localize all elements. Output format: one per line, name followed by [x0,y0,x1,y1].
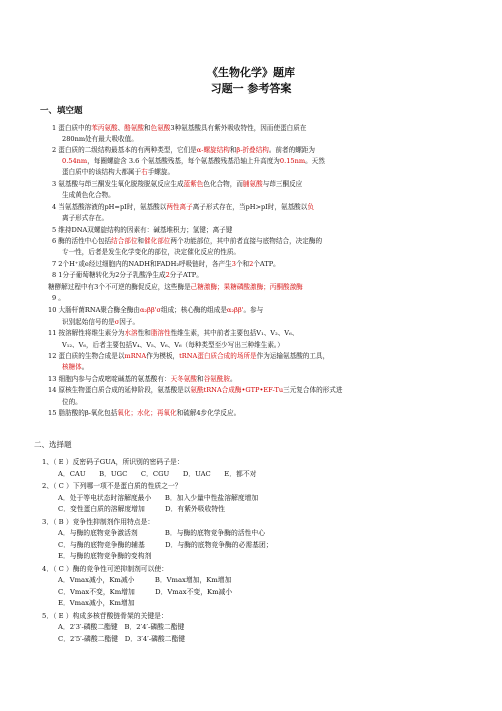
fill-line [52,180,302,188]
choice-options: C．Vmax不变，Km增加 D．Vmax不变，Km减小 [58,587,233,596]
question-text: 分子ATP。 [169,271,203,279]
fill-line [62,341,284,349]
question-text: 氨基酸与茚三酮发生氧化脱羧脱氨反应生成 [58,180,184,188]
choice-options: A．Vmax减小，Km减小 B．Vmax增加，Km增加 [58,576,232,584]
question-text: 识别起始信号的是 [62,318,115,326]
question-text: ，每圈螺旋含 3.6 个氨基酸残基，每个氨基酸残基沿轴上升高度为 [87,157,280,165]
question-text: 作为模板， [146,352,180,360]
answer-text: α₂ββ'σ [139,306,161,314]
fill-line [48,283,303,291]
question-text: 按溶解性将维生素分为 [58,329,125,337]
question-text: 维持DNA双螺旋结构的因素有：碱基堆积力；氢键；离子键 [58,226,233,234]
question-text: 三元复合体的形式进 [283,386,343,394]
fill-line [52,294,65,302]
fill-line [52,260,280,268]
question-text: V₁₂、V₆，后者主要包括V₄、V₅、V₆、V₆（每种类型至少写出三种维生素。） [62,341,284,349]
question-number: 4 [52,203,59,211]
answer-text: 氨酰tRNA合成酶•GTP•EF-Tu [190,386,284,394]
fill-line [52,271,203,279]
question-number: 13 [48,375,59,383]
answer-text: 脯氨酸 [242,180,263,188]
answer-text: 水溶 [124,329,138,337]
question-text: 离子形式存在，当pH>pI时，氨基酸以 [192,203,308,211]
question-number: 12 [48,352,59,360]
fill-line [62,363,88,371]
section-choice-heading: 二、选择题 [34,440,72,449]
question-text: 3种氨基酸具有紫外吸收特性，因而使蛋白质在 [170,124,307,132]
choice-options: C．变性蛋白质的溶解度增加 D．有紫外吸收特性 [58,505,225,513]
question-text: 、 [117,124,125,132]
section-fill-heading: 一、填空题 [40,106,83,116]
question-number: 14 [48,386,59,394]
question-text: 组成；核心酶的组成是 [160,306,227,314]
question-text: 和 [229,146,237,154]
question-text: 两个功能部位，其中前者直接与底物结合，决定酶的 [170,237,323,245]
choice-question: 3．（ B ）竞争性抑制剂作用特点是： [42,517,155,526]
answer-text: α₂ββ' [226,306,244,314]
question-text: 生成黄色化合物。 [62,191,115,199]
question-number: 9 [52,294,59,302]
fill-line [52,203,314,211]
question-text: 。 [58,294,65,302]
question-number: 8 [52,271,59,279]
choice-options: A．与酶的底物竞争激活剂 B．与酶的底物竞争酶的活性中心 [58,529,266,537]
question-text: 位的。 [62,398,82,406]
question-number: 15 [48,409,59,417]
choice-options: E．Vmax减小，Km增加 [58,599,135,607]
answer-text: 蓝紫色 [183,180,204,188]
choice-options: A．处于等电状态时溶解度最小 B．加入少量中性盐溶解度增加 [58,493,259,502]
fill-line [48,375,237,383]
choice-options: E．与酶的底物竞争酶的变构剂 [58,552,152,560]
answer-text: 脂溶性 [150,329,171,337]
question-text: 2个H⁺或e经过细胞内的NADH和FADH₂呼吸链时，各产生 [58,260,232,268]
fill-line [62,157,325,165]
question-text: 。参与 [243,306,264,314]
answer-text: 己糖激酶；果糖磷酸激酶；丙酮酸激酶 [190,283,303,291]
fill-line [48,306,263,314]
choice-options: C．与酶的底物竞争酶的辅基 D．与酶的底物竞争酶的必需基团； [58,540,273,549]
fill-line [52,237,322,245]
answer-text: 核糖体 [62,363,82,371]
answer-text: tRNA [179,352,198,360]
question-text: 离子形式存在。 [62,214,109,222]
fill-line [48,352,329,360]
question-text: 蛋白质的生物合成是以 [58,352,125,360]
fill-line [62,168,174,176]
question-text: 性维生素，其中前者主要包括V₁、V₂、V₆、 [170,329,299,337]
question-text: 蛋白质的二级结构最基本的有两种类型，它们是 [58,146,197,154]
question-text: 蛋白质中的该结构大都属于 [62,168,142,176]
answer-text: 右 [141,168,148,176]
question-text: 个ATP。 [253,260,280,268]
choice-options: A．CAU B．UGC C．CGU D．UAC E．都不对 [58,469,257,478]
answer-text: 两性离子 [166,203,193,211]
question-text: 大肠杆菌RNA聚合酶全酶由 [58,306,140,314]
question-number: 7 [52,260,59,268]
question-text: 个和 [235,260,250,268]
choice-options: A．2′3′-磷酸二酯键 B．2′4′-磷酸二酯键 [58,623,185,631]
question-number: 11 [48,329,59,337]
answer-text: 苯丙氨酸 [91,124,118,132]
question-text: 原核生物蛋白质合成的延伸阶段，氨基酸是以 [58,386,191,394]
question-text: 蛋白质中的 [58,124,92,132]
fill-line [62,191,115,199]
answer-text: σ [114,318,120,326]
question-text: 酶的活性中心包括 [58,237,112,245]
fill-line [48,409,240,417]
fill-line [62,135,138,143]
question-text: 和 [137,237,145,245]
answer-text: 氧化；水化；再氧化 [117,409,177,417]
answer-text: mRNA [124,352,147,360]
answer-text: β-折叠结构 [236,146,269,154]
question-number: 10 [48,306,59,314]
choice-question: 1、（ E ）反密码子GUA，所识别的密码子是： [42,458,184,466]
answer-text: α-螺旋结构 [196,146,230,154]
question-text: 280nm处有最大吸收值。 [62,135,138,143]
answer-text: 2 [165,271,170,279]
answer-text: 2 [249,260,254,268]
question-text: 1分子葡萄糖转化为2分子乳酸净生成 [58,271,166,279]
question-text: 和硫解4步化学反应。 [176,409,241,417]
answer-text: 0.54nm [62,157,88,165]
question-number: 2 [52,146,59,154]
question-text: 手螺旋。 [147,168,175,176]
answer-text: 3 [231,260,236,268]
question-text: 。天然 [305,157,325,165]
fill-line [62,318,139,326]
fill-line [52,146,315,154]
question-number: 5 [52,226,59,234]
answer-text: 结合部位 [111,237,138,245]
answer-text: 酪氨酸 [124,124,145,132]
question-text: 。 [229,375,237,383]
fill-line [52,124,306,132]
question-number: 6 [52,237,59,245]
question-text: 性和 [137,329,151,337]
question-text: 。前者的螺距为 [268,146,315,154]
answer-text: 天冬氨酸 [170,375,197,383]
question-number: 3 [52,180,59,188]
choice-question: 2、（ C ）下列哪一项不是蛋白质的性质之一？ [42,482,182,490]
choice-options: C．2′5′-磷酸二酯键 D．3′4′-磷酸二酯键 [58,634,186,643]
answer-text: 催化部位 [144,237,171,245]
question-number: 1 [52,124,59,132]
fill-line [48,386,342,394]
doc-title: 《生物化学》题库 [207,66,295,79]
choice-question: 5．（ E ）构成多核苷酸链骨架的关键是： [42,611,168,620]
question-text: 与茚三酮反应 [262,180,303,188]
fill-line [52,226,232,234]
fill-line [62,398,82,406]
doc-subtitle: 习题一 参考答案 [210,82,292,95]
answer-text: 蛋白质合成的场所是 [197,352,257,360]
question-text: 专一性，后者是发生化学变化的部位，决定催化反应的性质。 [62,248,241,256]
question-text: 作为运输氨基酸的工具， [256,352,330,360]
fill-line [48,329,298,337]
fill-line [62,214,108,222]
question-text: 糖酵解过程中有3个不可逆的酶促反应，这些酶是 [48,283,191,291]
answer-text: 负 [307,203,314,211]
question-text: 脂肪酸的β-氧化包括 [58,409,118,417]
fill-line [62,248,240,256]
question-text: 和 [196,375,204,383]
answer-text: 色氨酸 [150,124,171,132]
question-text: 和 [144,124,151,132]
choice-question: 4．（ C ）酶的竞争性可逆抑制剂可以使： [42,564,168,573]
question-text: 。 [81,363,89,371]
question-text: 因子。 [119,318,140,326]
question-text: 色化合物，而 [203,180,243,188]
answer-text: 谷氨酰胺 [203,375,230,383]
question-text: 细胞内参与合成嘧啶碱基的氨基酸有： [58,375,171,383]
answer-text: 0.15nm [279,157,306,165]
question-text: 当氨基酸溶液的pH=pI时，氨基酸以 [58,203,167,211]
